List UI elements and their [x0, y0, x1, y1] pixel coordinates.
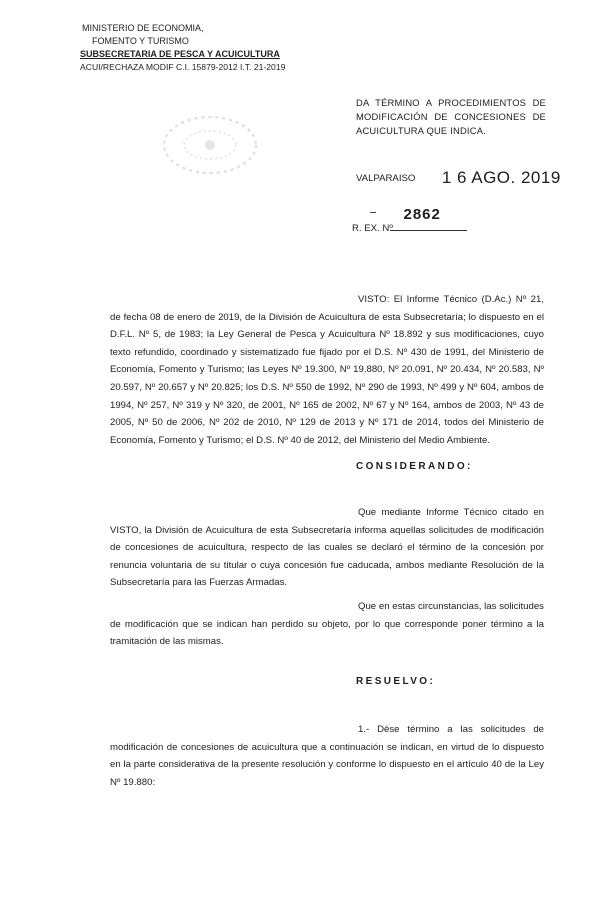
considerando-paragraph-2	[110, 598, 544, 651]
resolution-label: R. EX. Nº	[352, 223, 393, 234]
considerando-p1-body: VISTO, la División de Acuicultura de esta Subsecretaría informa aquellas solicitudes de modificación de concesiones de acuicultura, respecto de las cuales se declaró el término de la concesión por renuncia voluntaria de su titular o cuya concesión fue caducada, ambos mediante Resolución de la Subsecretaría para las Fuerzas Armadas.	[110, 524, 544, 589]
considerando-paragraph-1	[110, 504, 544, 592]
considerando-p2-lead: Que en estas circunstancias, las	[358, 601, 497, 612]
seal-stamp-icon	[150, 108, 270, 183]
resolution-subject: DA TÉRMINO A PROCEDIMIENTOS DE MODIFICACIÓN DE CONCESIONES DE ACUICULTURA QUE INDICA.	[356, 97, 546, 136]
resuelvo-heading: RESUELVO:	[356, 676, 436, 687]
header-subsecretaria: SUBSECRETARIA DE PESCA Y ACUICULTURA	[80, 49, 280, 59]
resuelvo-p1-body: modificación de concesiones de acuicultura que a continuación se indican, en virtud de lo dispuesto en la parte considerativa de la presente resolución y conforme lo dispuesto en el artículo 40 de la Ley Nº 19.880:	[110, 741, 544, 788]
considerando-p1-lead: Que mediante Informe Técnico citado en	[358, 507, 544, 518]
resolution-number: 2862	[403, 206, 441, 223]
number-dash	[370, 212, 376, 213]
dateline-date-stamp: 1 6 AGO. 2019	[441, 168, 561, 187]
considerando-p2-body: solicitudes de modificación que se indican han perdido su objeto, por lo que corresponde poner término a la tramitación de las mismas.	[110, 601, 544, 648]
ministry-header	[80, 22, 285, 74]
header-reference: ACUI/RECHAZA MODIF C.I. 15879-2012 I.T. 21-2019	[80, 62, 286, 72]
visto-lead: VISTO: El Informe Técnico (D.Ac.) Nº 21, de	[110, 294, 544, 323]
header-ministry-sub: FOMENTO Y TURISMO	[92, 36, 189, 46]
header-ministry: MINISTERIO DE ECONOMIA,	[82, 23, 204, 33]
dateline	[356, 168, 561, 188]
visto-paragraph	[110, 291, 544, 449]
visto-body: fecha 08 de enero de 2019, de la División de Acuicultura de esta Subsecretaría; lo dispuesto en el D.F.L. Nº 5, de 1983; la Ley General de Pesca y Acuicultura Nº 18.892 y sus modificaciones, cuyo texto refundido, coordinado y sistematizado fue fijado por el D.S. Nº 430 de 1991, del Ministerio de Economía, Fomento y Turismo; las Leyes Nº 19.300, Nº 19.880, Nº 20.091, Nº 20.434, Nº 20.583, Nº 20.597, Nº 20.657 y Nº 20.825; los D.S. Nº 550 de 1992, Nº 290 de 1993, Nº 499 y Nº 604, ambos de 1994, Nº 257, Nº 319 y Nº 320, de 2001, Nº 165 de 2002, Nº 67 y Nº 164, ambos de 2003, Nº 43 de 2005, Nº 50 de 2006, Nº 202 de 2010, Nº 129 de 2013 y Nº 171 de 2014, todos del Ministerio de Economía, Fomento y Turismo; el D.S. Nº 40 de 2012, del Ministerio del Medio Ambiente.	[110, 311, 544, 446]
resolution-number-line	[352, 206, 467, 235]
dateline-city: VALPARAISO	[356, 172, 416, 184]
considerando-heading: CONSIDERANDO:	[356, 461, 473, 472]
resolution-underline	[390, 230, 467, 231]
resuelvo-paragraph-1	[110, 721, 544, 791]
resuelvo-p1-lead: 1.- Dése término a las solicitudes de	[358, 724, 544, 735]
